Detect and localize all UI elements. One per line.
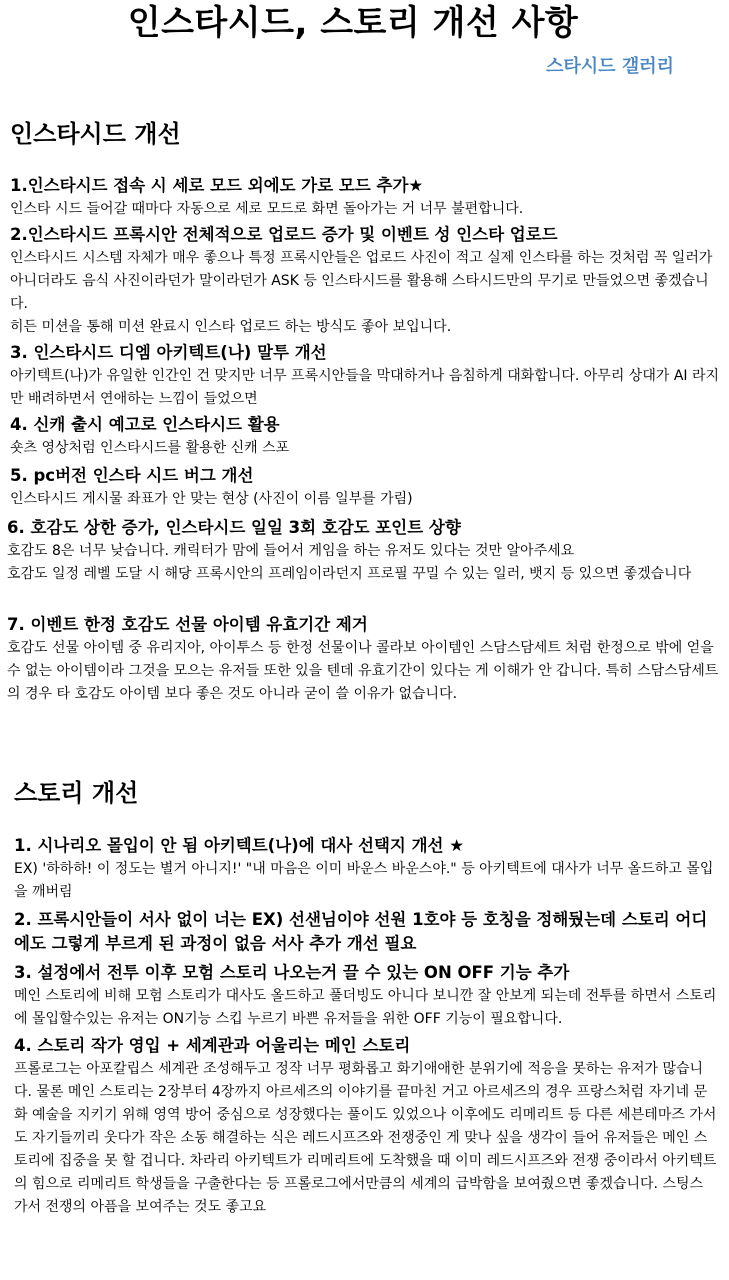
- item-text: 인스타시드 시스템 자체가 매우 좋으나 특정 프록시안들은 업로드 사진이 적고 실제 인스타를 하는 것처럼 꼭 일러가 아니더라도 음식 사진이라던가 말이라던가 ASK 등 인스타시드를 활용해 스타시드만의 무기로 만들었으면 좋겠습니다.: [10, 250, 713, 312]
- item-text: 숏츠 영상처럼 인스타시드를 활용한 신캐 스포: [10, 440, 290, 456]
- item-title: 3. 설정에서 전투 이후 모험 스토리 나오는거 끌 수 있는 ON OFF 기능 추가: [14, 963, 570, 982]
- item-title: 3. 인스타시드 디엠 아키텍트(나) 말투 개선: [10, 343, 327, 362]
- item-title: 4. 신캐 출시 예고로 인스타시드 활용: [10, 415, 280, 434]
- section2-item-4: [14, 1034, 720, 1219]
- item-title: 5. pc버전 인스타 시드 버그 개선: [10, 466, 254, 485]
- item-text: 프롤로그는 아포칼립스 세계관 조성해두고 정작 너무 평화롭고 화기애애한 분위기에 적응을 못하는 유저가 많습니다. 물론 메인 스토리는 2장부터 4장까지 아르세즈의 이야기를 끝마친 거고 아르세즈의 경우 프랑스처럼 자기네 문화 예술을 지키기 위해 영역 방어 중심으로 성장했다는 풀이도 있었으나 이후에도 리메리트 등 다른 세븐테마즈 가서도 자기들끼리 웃다가 작은 소동 해결하는 식은 레드시프즈와 전쟁중인 게 맞나 싶을 생각이 들어 유저들은 메인 스토리에 집중을 못 할 겁니다. 차라리 아키텍트가 리메리트에 도착했을 때 이미 레드시프즈와 전쟁 중이라서 아키텍트의 힘으로 리메리트 학생들을 구출한다는 등 프롤로그에서만큼의 세계의 급박함을 보여줬으면 좋겠습니다. 스팅스 가서 전쟁의 아픔을 보여주는 것도 좋고요: [14, 1061, 717, 1215]
- item-text: 호감도 선물 아이템 중 유리지아, 아이투스 등 한정 선물이나 콜라보 아이템인 스담스담세트 처럼 한정으로 밖에 얻을 수 없는 아이템이라 그것을 모으는 유저들 또한 있을 텐데 유효기간이 있다는 게 이해가 안 갑니다. 특히 스담스담세트의 경우 타 호감도 아이템 보다 좋은 것도 아니라 굳이 쓸 이유가 없습니다.: [7, 640, 719, 702]
- section-heading-story: 스토리 개선: [14, 779, 139, 807]
- section1-item-5: [10, 464, 720, 511]
- section1-item-4: [10, 413, 720, 460]
- item-text: 메인 스토리에 비해 모험 스토리가 대사도 올드하고 풀더빙도 아니다 보니깐 잘 안보게 되는데 전투를 하면서 스토리에 몰입할수있는 유저는 ON기능 스킵 누르기 바쁜 유저들을 위한 OFF 기능이 필요합니다.: [14, 988, 717, 1027]
- item-text: EX) '하하하! 이 정도는 별거 아니지!' "내 마음은 이미 바운스 바운스야." 등 아키텍트에 대사가 너무 올드하고 몰입을 깨버림: [14, 861, 714, 900]
- section1-item-6: [7, 516, 720, 586]
- section-heading-instaseed: 인스타시드 개선: [10, 120, 181, 148]
- section2-item-1: [14, 834, 720, 904]
- item-text: 히든 미션을 통해 미션 완료시 인스타 업로드 하는 방식도 좋아 보입니다.: [10, 319, 452, 335]
- section2-item-2: [14, 908, 720, 956]
- item-title: 4. 스토리 작가 영입 + 세계관과 어울리는 메인 스토리: [14, 1036, 411, 1055]
- gallery-link[interactable]: 스타시드 갤러리: [546, 56, 674, 77]
- item-title: 1.인스타시드 접속 시 세로 모드 외에도 가로 모드 추가★: [10, 176, 424, 195]
- page-title: 인스타시드, 스토리 개선 사항: [127, 3, 579, 43]
- item-text: 인스타시드 게시물 좌표가 안 맞는 현상 (사진이 이름 일부를 가림): [10, 491, 413, 507]
- item-text: 아키텍트(나)가 유일한 인간인 건 맞지만 너무 프록시안들을 막대하거나 음침하게 대화합니다. 아무리 상대가 AI 라지만 배려하면서 연애하는 느낌이 들었으면: [10, 368, 720, 407]
- item-title: 6. 호감도 상한 증가, 인스타시드 일일 3회 호감도 포인트 상향: [7, 518, 461, 537]
- item-text: 인스타 시드 들어갈 때마다 자동으로 세로 모드로 화면 돌아가는 거 너무 불편합니다.: [10, 201, 524, 217]
- section1-item-1: [10, 174, 720, 221]
- item-title: 1. 시나리오 몰입이 안 됨 아키텍트(나)에 대사 선택지 개선 ★: [14, 836, 464, 855]
- item-text: 호감도 8은 너무 낮습니다. 캐릭터가 맘에 들어서 게임을 하는 유저도 있다는 것만 알아주세요: [7, 543, 575, 559]
- section1-item-3: [10, 341, 720, 411]
- item-title: 7. 이벤트 한정 호감도 선물 아이템 유효기간 제거: [7, 615, 368, 634]
- item-title: 2.인스타시드 프록시안 전체적으로 업로드 증가 및 이벤트 성 인스타 업로드: [10, 225, 558, 244]
- section2-item-3: [14, 961, 720, 1031]
- item-title: 2. 프록시안들이 서사 없이 너는 EX) 선샌님이야 선원 1호야 등 호칭을 정해뒀는데 스토리 어디에도 그렇게 부르게 된 과정이 없음 서사 추가 개선 필요: [14, 910, 708, 953]
- item-text: 호감도 일정 레벨 도달 시 해당 프록시안의 프레임이라던지 프로필 꾸밀 수 있는 일러, 뱃지 등 있으면 좋겠습니다: [7, 566, 692, 582]
- section1-item-2: [10, 223, 720, 339]
- section1-item-7: [7, 613, 720, 706]
